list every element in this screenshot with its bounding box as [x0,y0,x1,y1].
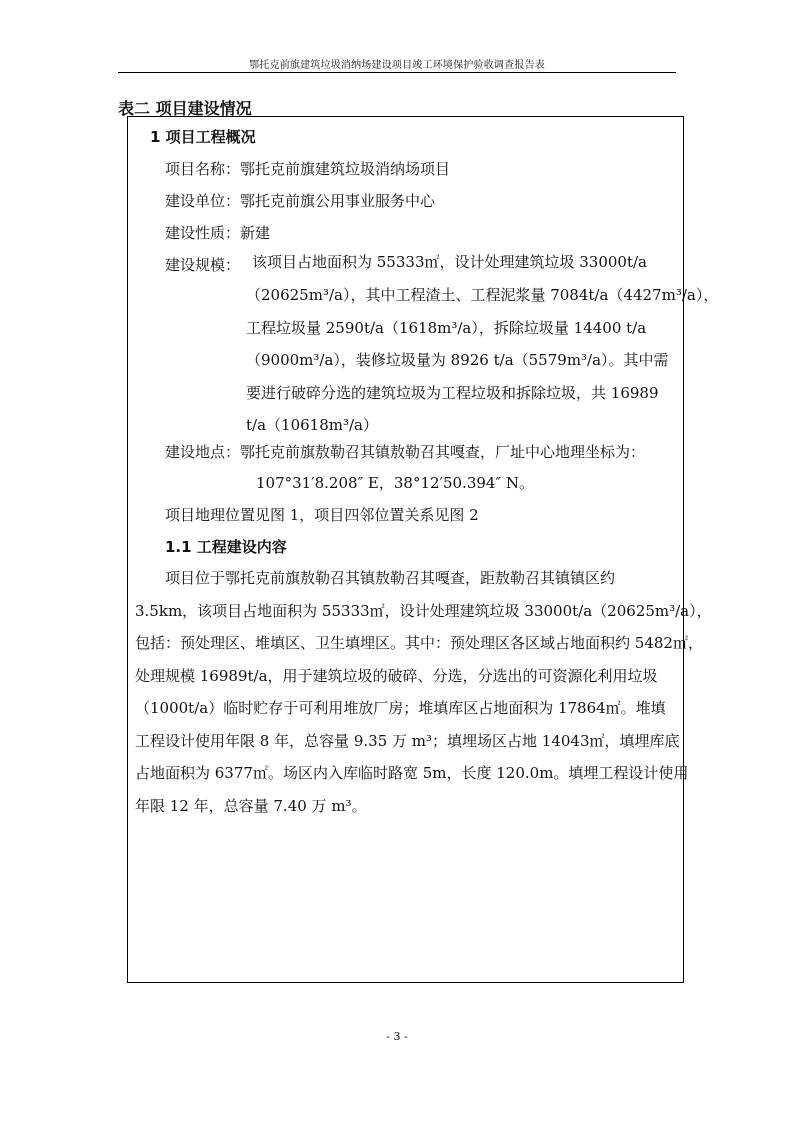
paragraph-line: 工程设计使用年限 8 年，总容量 9.35 万 m³；填埋场区占地 14043㎡，填埋库底 [135,731,680,750]
page-number: - 3 - [386,1030,408,1043]
location-row [165,441,645,462]
scale-line: （9000m³/a），装修垃圾量为 8926 t/a（5579m³/a）。其中需 [246,351,669,369]
scale-line: 要进行破碎分选的建筑垃圾为工程垃圾和拆除垃圾，共 16989 [246,383,659,402]
scale-line: 工程垃圾量 2590t/a（1618m³/a），拆除垃圾量 14400 t/a [246,318,647,337]
construction-content-paragraph [135,562,712,822]
paragraph-line: 项目位于鄂托克前旗敖勒召其镇敖勒召其嘎查，距敖勒召其镇镇区约 [165,569,616,587]
scale-label: 建设规模： [165,256,241,274]
project-name-row [165,158,450,179]
unit-value: 鄂托克前旗公用事业服务中心 [240,192,436,210]
paragraph-line: 3.5km，该项目占地面积为 55333㎡，设计处理建筑垃圾 33000t/a（20625m³/a）， [135,601,712,620]
location-label: 建设地点： [165,443,241,461]
nature-value: 新建 [240,224,271,242]
report-header: 鄂托克前旗建筑垃圾消纳场建设项目竣工环境保护验收调查报告表 [249,60,545,71]
paragraph-line: 包括：预处理区、堆填区、卫生填埋区。其中：预处理区各区域占地面积约 5482㎡， [135,634,703,652]
scale-line: t/a（10618m³/a） [246,416,378,434]
paragraph-line: （1000t/a）临时贮存于可利用堆放厂房；堆填库区占地面积为 17864㎡。堆填 [135,699,666,717]
project-name-value: 鄂托克前旗建筑垃圾消纳场项目 [240,160,451,178]
unit-row [165,190,435,211]
header-divider [118,72,676,73]
scale-label-row [165,254,240,275]
paragraph-line: 占地面积为 6377㎡。场区内入库临时路宽 5m，长度 120.0m。填埋工程设计使用 [135,764,689,782]
section-title: 1 项目工程概况 [150,128,256,146]
coordinates: 107°31′8.208″ E，38°12′50.394″ N。 [256,474,534,492]
scale-line: （20625m³/a），其中工程渣土、工程泥浆量 7084t/a（4427m³/a）， [246,286,719,304]
nature-label: 建设性质： [165,224,241,242]
paragraph-line: 年限 12 年，总容量 7.40 万 m³。 [135,796,367,815]
table-title: 表二 项目建设情况 [118,99,252,118]
location-value: 鄂托克前旗敖勒召其镇敖勒召其嘎查，厂址中心地理坐标为： [240,443,646,461]
subsection-title: 1.1 工程建设内容 [165,538,287,556]
scale-line: 该项目占地面积为 55333㎡，设计处理建筑垃圾 33000t/a [252,253,647,271]
project-name-label: 项目名称： [165,160,241,178]
paragraph-line: 处理规模 16989t/a，用于建筑垃圾的破碎、分选，分选出的可资源化利用垃圾 [135,666,658,685]
unit-label: 建设单位： [165,192,241,210]
scale-text [252,246,684,279]
figure-reference: 项目地理位置见图 1，项目四邻位置关系见图 2 [165,506,479,524]
scale-text-cont [246,279,719,442]
nature-row [165,222,270,243]
